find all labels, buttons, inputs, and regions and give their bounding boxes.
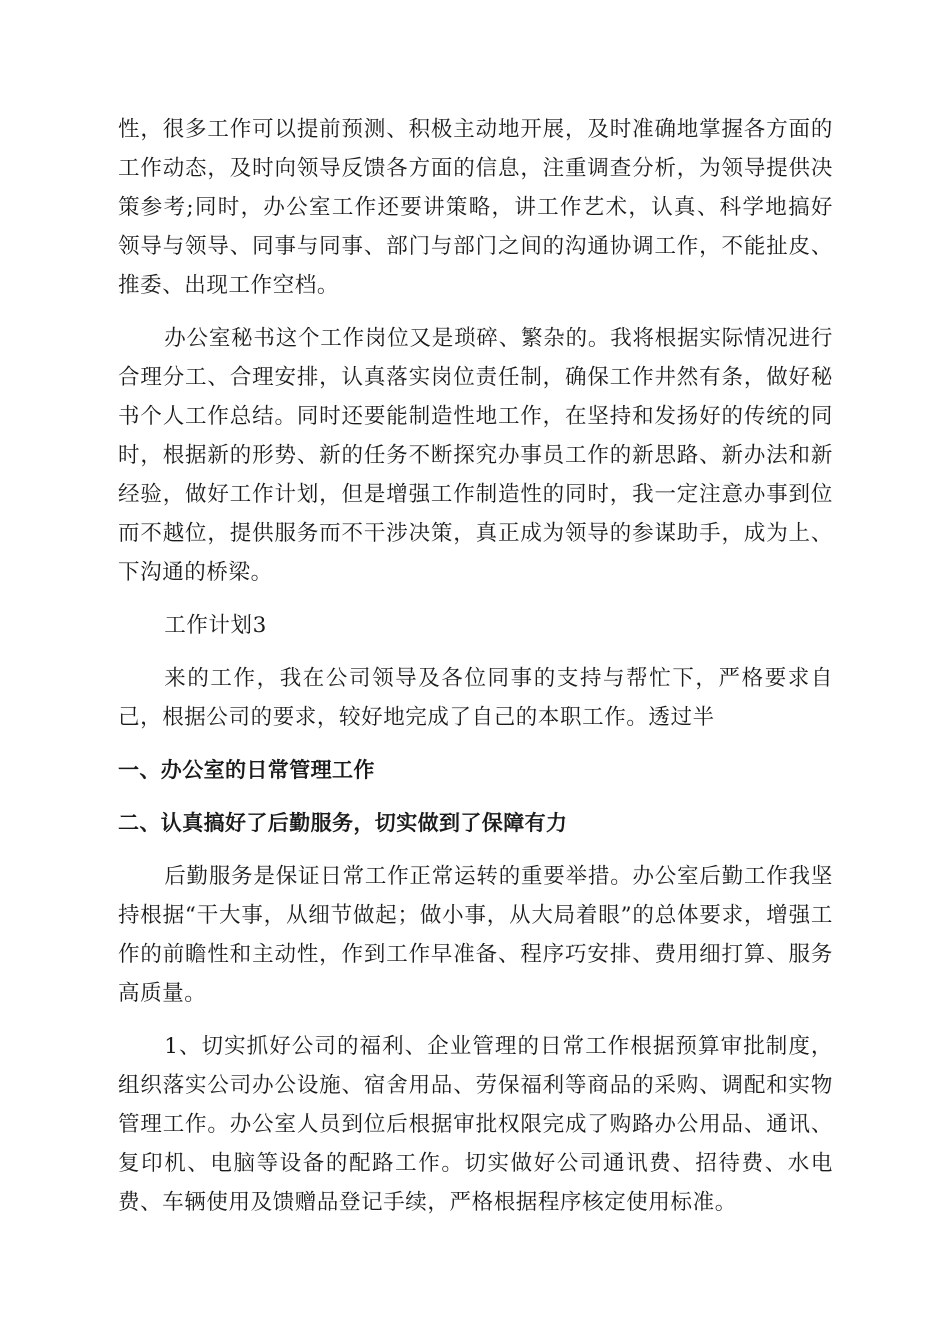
paragraph-intro: 来的工作，我在公司领导及各位同事的支持与帮忙下，严格要求自己，根据公司的要求，较好地完成了自己的本职工作。透过半 (118, 666, 833, 730)
section-title-work-plan-3: 工作计划3 (164, 613, 267, 638)
document-body (118, 110, 833, 1236)
paragraph-continued: 性，很多工作可以提前预测、积极主动地开展，及时准确地掌握各方面的工作动态，及时向领导反馈各方面的信息，注重调查分析，为领导提供决策参考;同时，办公室工作还要讲策略，讲工作艺术，认真、科学地搞好领导与领导、同事与同事、部门与部门之间的沟通协调工作，不能扯皮、推委、出现工作空档。 (118, 117, 833, 298)
paragraph-secretary-role: 办公室秘书这个工作岗位又是琐碎、繁杂的。我将根据实际情况进行合理分工、合理安排，认真落实岗位责任制，确保工作井然有条，做好秘书个人工作总结。同时还要能制造性地工作，在坚持和发扬好的传统的同时，根据新的形势、新的任务不断探究办事员工作的新思路、新办法和新经验，做好工作计划，但是增强工作制造性的同时，我一定注意办事到位而不越位，提供服务而不干涉决策，真正成为领导的参谋助手，成为上、下沟通的桥梁。 (118, 326, 833, 585)
paragraph-welfare-management: 1、切实抓好公司的福利、企业管理的日常工作根据预算审批制度，组织落实公司办公设施、宿舍用品、劳保福利等商品的采购、调配和实物管理工作。办公室人员到位后根据审批权限完成了购路办公用品、通讯、复印机、电脑等设备的配路工作。切实做好公司通讯费、招待费、水电费、车辆使用及馈赠品登记手续，严格根据程序核定使用标准。 (118, 1034, 833, 1215)
heading-daily-management: 一、办公室的日常管理工作 (118, 758, 375, 782)
paragraph-logistics: 后勤服务是保证日常工作正常运转的重要举措。办公室后勤工作我坚持根据“干大事，从细节做起；做小事，从大局着眼”的总体要求，增强工作的前瞻性和主动性，作到工作早准备、程序巧安排、费用细打算、服务高质量。 (118, 864, 833, 1006)
heading-logistics-service: 二、认真搞好了后勤服务，切实做到了保障有力 (118, 811, 568, 835)
